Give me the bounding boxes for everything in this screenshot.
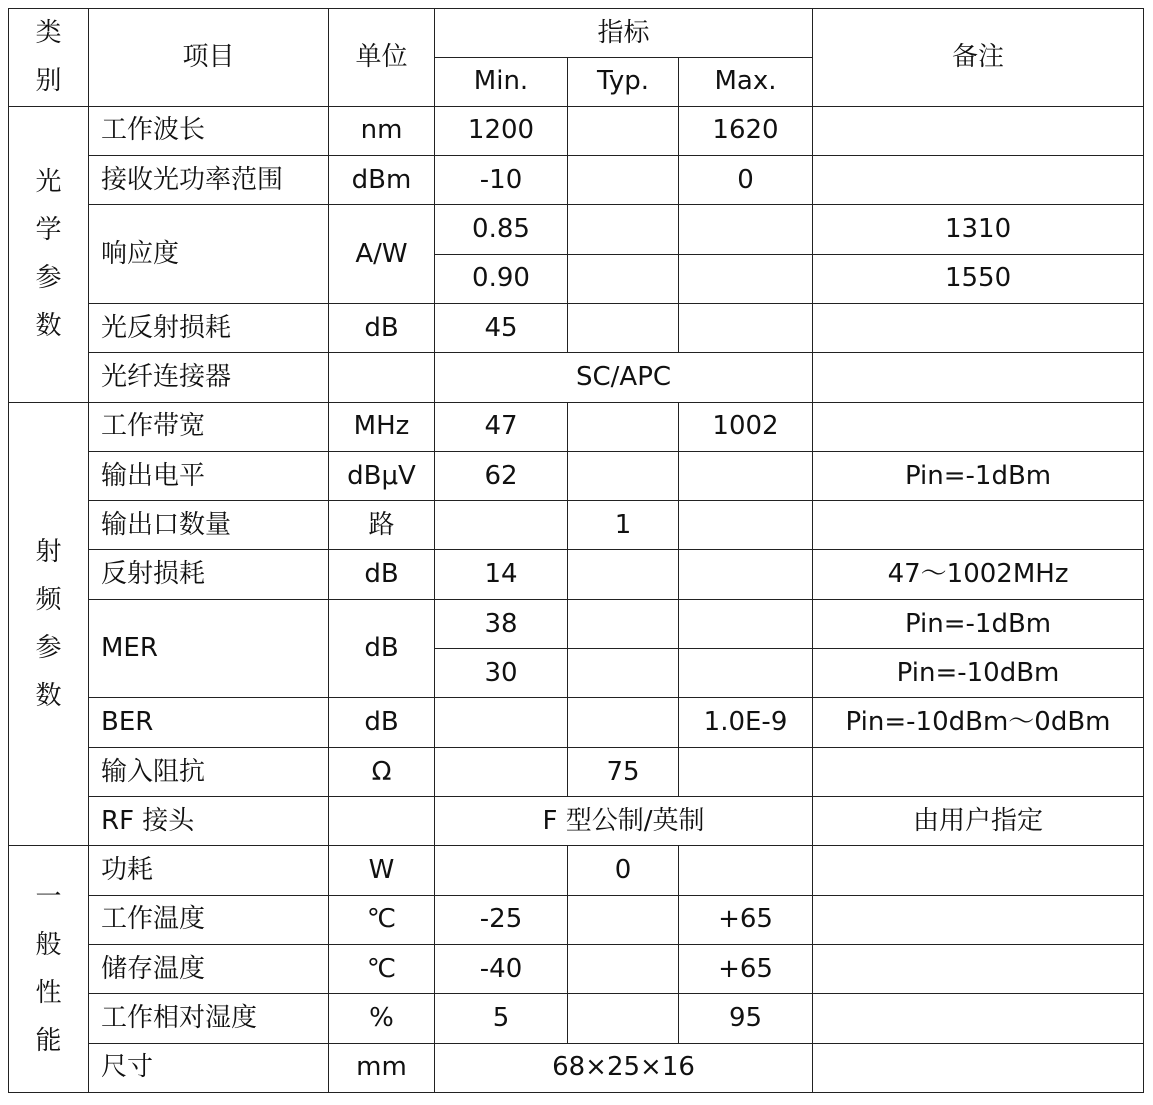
min-cell: -10: [435, 155, 568, 204]
row-rx-power: [9, 155, 1144, 204]
row-input-impedance: [9, 747, 1144, 796]
max-cell: +65: [679, 895, 813, 944]
unit-cell: W: [329, 846, 435, 895]
row-op-temp: [9, 895, 1144, 944]
min-cell: [435, 501, 568, 550]
min-cell: -40: [435, 944, 568, 993]
unit-cell: 路: [329, 501, 435, 550]
min-cell: [435, 698, 568, 747]
item-cell: 光反射损耗: [89, 303, 329, 352]
header-note: 备注: [813, 9, 1144, 107]
note-cell: [813, 303, 1144, 352]
item-cell: 输入阻抗: [89, 747, 329, 796]
item-cell: 储存温度: [89, 944, 329, 993]
unit-cell: dB: [329, 303, 435, 352]
max-cell: 1002: [679, 402, 813, 451]
max-cell: [679, 254, 813, 303]
typ-cell: [568, 895, 679, 944]
min-cell: 45: [435, 303, 568, 352]
unit-cell: %: [329, 994, 435, 1043]
item-cell: 接收光功率范围: [89, 155, 329, 204]
item-cell: 反射损耗: [89, 550, 329, 599]
typ-cell: 1: [568, 501, 679, 550]
min-cell: 30: [435, 649, 568, 698]
typ-cell: [568, 994, 679, 1043]
header-row-1: [9, 9, 1144, 58]
spec-merged-cell: F 型公制/英制: [435, 797, 813, 846]
typ-cell: [568, 451, 679, 500]
unit-cell: [329, 797, 435, 846]
max-cell: 95: [679, 994, 813, 1043]
typ-cell: [568, 698, 679, 747]
row-humidity: [9, 994, 1144, 1043]
item-cell: 工作相对湿度: [89, 994, 329, 1043]
max-cell: [679, 846, 813, 895]
row-bandwidth: [9, 402, 1144, 451]
unit-cell: ℃: [329, 944, 435, 993]
header-spec: 指标: [435, 9, 813, 58]
row-rf-connector: [9, 797, 1144, 846]
unit-cell: dB: [329, 550, 435, 599]
header-typ: Typ.: [568, 57, 679, 106]
item-cell: 功耗: [89, 846, 329, 895]
unit-cell: MHz: [329, 402, 435, 451]
typ-cell: [568, 254, 679, 303]
note-cell: [813, 1043, 1144, 1092]
note-cell: [813, 846, 1144, 895]
group-rf: 射 频 参 数: [9, 402, 89, 846]
row-storage-temp: [9, 944, 1144, 993]
max-cell: [679, 599, 813, 648]
header-item: 项目: [89, 9, 329, 107]
item-cell: MER: [89, 599, 329, 698]
min-cell: 47: [435, 402, 568, 451]
min-cell: 1200: [435, 106, 568, 155]
note-cell: [813, 155, 1144, 204]
unit-cell: [329, 353, 435, 402]
row-wavelength: [9, 106, 1144, 155]
max-cell: [679, 205, 813, 254]
row-size: [9, 1043, 1144, 1092]
note-cell: Pin=-1dBm: [813, 599, 1144, 648]
typ-cell: [568, 599, 679, 648]
note-cell: Pin=-10dBm～0dBm: [813, 698, 1144, 747]
note-cell: 1550: [813, 254, 1144, 303]
max-cell: [679, 747, 813, 796]
item-cell: 光纤连接器: [89, 353, 329, 402]
min-cell: 5: [435, 994, 568, 1043]
item-cell: 响应度: [89, 205, 329, 304]
unit-cell: dBμV: [329, 451, 435, 500]
typ-cell: 75: [568, 747, 679, 796]
header-category: 类 别: [9, 9, 89, 107]
spec-merged-cell: SC/APC: [435, 353, 813, 402]
typ-cell: [568, 550, 679, 599]
row-power: [9, 846, 1144, 895]
max-cell: +65: [679, 944, 813, 993]
item-cell: 尺寸: [89, 1043, 329, 1092]
min-cell: 62: [435, 451, 568, 500]
note-cell: [813, 895, 1144, 944]
unit-cell: ℃: [329, 895, 435, 944]
spec-merged-cell: 68×25×16: [435, 1043, 813, 1092]
max-cell: [679, 303, 813, 352]
note-cell: [813, 994, 1144, 1043]
header-min: Min.: [435, 57, 568, 106]
unit-cell: A/W: [329, 205, 435, 304]
spec-table: [8, 8, 1144, 1093]
typ-cell: [568, 205, 679, 254]
max-cell: [679, 501, 813, 550]
typ-cell: [568, 155, 679, 204]
min-cell: [435, 846, 568, 895]
note-cell: [813, 501, 1144, 550]
min-cell: [435, 747, 568, 796]
min-cell: 0.90: [435, 254, 568, 303]
min-cell: 38: [435, 599, 568, 648]
row-fiber-connector: [9, 353, 1144, 402]
max-cell: [679, 451, 813, 500]
unit-cell: dBm: [329, 155, 435, 204]
max-cell: 1.0E-9: [679, 698, 813, 747]
min-cell: 0.85: [435, 205, 568, 254]
typ-cell: [568, 402, 679, 451]
note-cell: Pin=-1dBm: [813, 451, 1144, 500]
item-cell: 工作带宽: [89, 402, 329, 451]
unit-cell: dB: [329, 698, 435, 747]
note-cell: [813, 402, 1144, 451]
row-responsivity-1: [9, 205, 1144, 254]
header-unit: 单位: [329, 9, 435, 107]
max-cell: 1620: [679, 106, 813, 155]
item-cell: 工作温度: [89, 895, 329, 944]
note-cell: 47～1002MHz: [813, 550, 1144, 599]
max-cell: 0: [679, 155, 813, 204]
note-cell: 1310: [813, 205, 1144, 254]
min-cell: -25: [435, 895, 568, 944]
typ-cell: [568, 649, 679, 698]
note-cell: 由用户指定: [813, 797, 1144, 846]
note-cell: [813, 106, 1144, 155]
item-cell: 输出电平: [89, 451, 329, 500]
header-max: Max.: [679, 57, 813, 106]
typ-cell: [568, 106, 679, 155]
group-general: 一 般 性 能: [9, 846, 89, 1093]
item-cell: 工作波长: [89, 106, 329, 155]
unit-cell: nm: [329, 106, 435, 155]
note-cell: [813, 944, 1144, 993]
row-ber: [9, 698, 1144, 747]
row-output-ports: [9, 501, 1144, 550]
note-cell: [813, 353, 1144, 402]
note-cell: [813, 747, 1144, 796]
max-cell: [679, 649, 813, 698]
typ-cell: [568, 944, 679, 993]
unit-cell: mm: [329, 1043, 435, 1092]
row-optical-return-loss: [9, 303, 1144, 352]
item-cell: 输出口数量: [89, 501, 329, 550]
row-mer-1: [9, 599, 1144, 648]
note-cell: Pin=-10dBm: [813, 649, 1144, 698]
group-optical: 光 学 参 数: [9, 106, 89, 402]
min-cell: 14: [435, 550, 568, 599]
row-return-loss: [9, 550, 1144, 599]
max-cell: [679, 550, 813, 599]
row-output-level: [9, 451, 1144, 500]
item-cell: RF 接头: [89, 797, 329, 846]
item-cell: BER: [89, 698, 329, 747]
typ-cell: 0: [568, 846, 679, 895]
unit-cell: dB: [329, 599, 435, 698]
typ-cell: [568, 303, 679, 352]
unit-cell: Ω: [329, 747, 435, 796]
